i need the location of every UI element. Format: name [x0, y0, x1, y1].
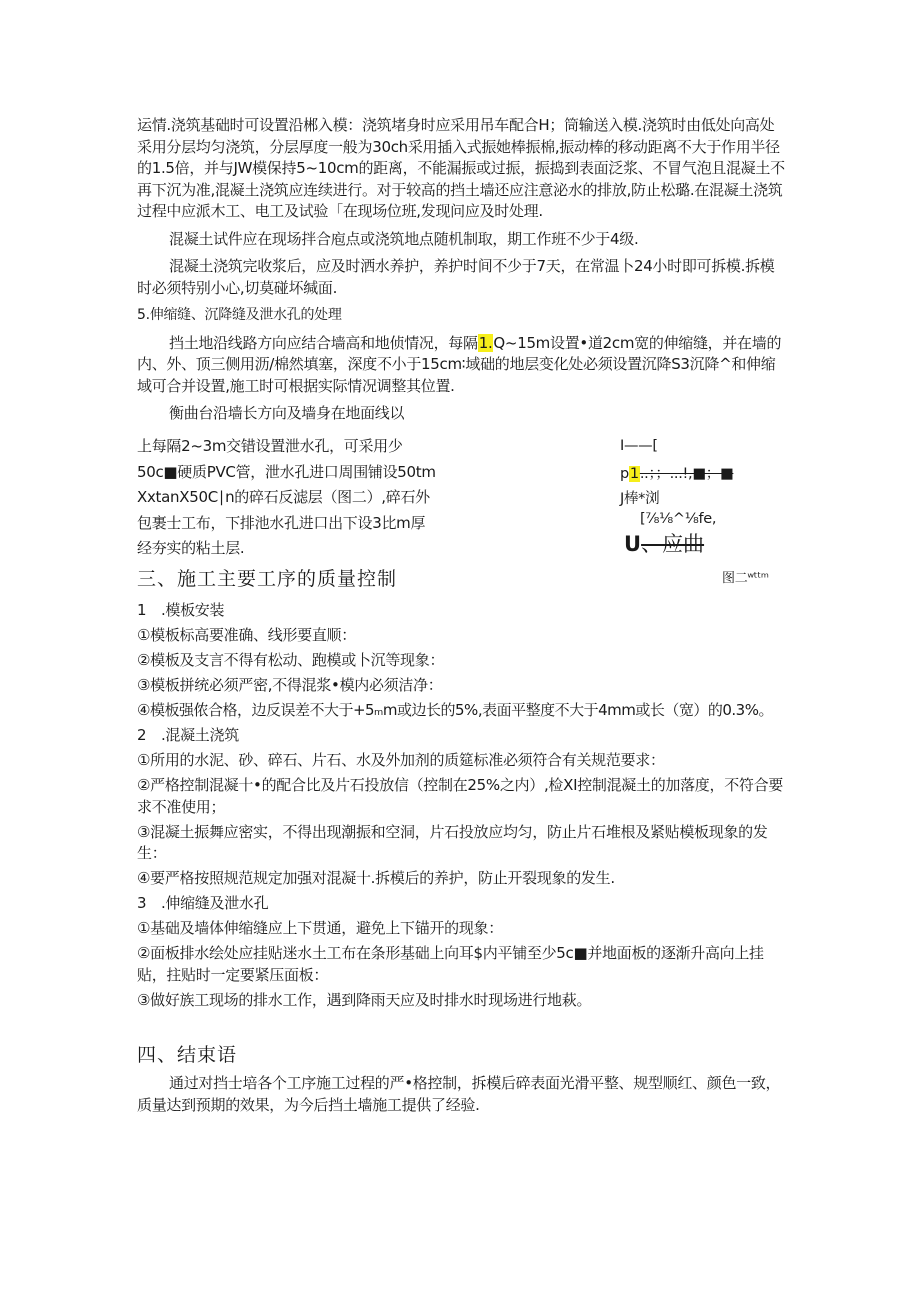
subheading-joints: 5.伸缩缝、沉降缝及泄水孔的处理: [137, 307, 342, 323]
construction-text-top: [137, 115, 785, 425]
p4-highlight: 1.: [478, 333, 493, 352]
figure-line-2-prefix: p: [620, 466, 629, 482]
paragraph-drain-start: 衡曲台沿墙长方向及墙身在地面线以: [169, 404, 405, 422]
quality-line-1: 1 .模板安装: [137, 601, 225, 619]
paragraph-curing: 混凝土浇筑完收浆后，应及时洒水养护，养护时间不少于7天，在常温卜24小时即可拆模.拆模时必须特别小心,切莫碰坏缄面.: [137, 257, 775, 297]
figure-line-2-highlight: 1: [629, 466, 639, 482]
drain-line-4: 包裹士工布，下排池水孔进口出下设3比m厚: [137, 513, 426, 532]
drain-line-1: 上每隔2~3m交错设置泄水孔，可采用少: [137, 437, 403, 455]
drain-line-2: 50c■硬质PVC管，泄水孔进口周围铺设50tm: [137, 462, 436, 481]
figure-line-5: [624, 528, 704, 558]
quality-line-5: ④模板强侬合格，边反误差不大于+5ₘm或边长的5%,表面平整度不大于4mm或长（宽）的0.3%。: [137, 701, 773, 719]
quality-line-10: ④要严格按照规范规定加强对混凝十.拆模后的养护，防止开裂现象的发生.: [137, 869, 615, 887]
drain-line-3: XxtanX50C∣n的碎石反滤层（图二）,碎石外: [137, 488, 430, 506]
figure-line-4: [⅞⅛^⅛fe,: [640, 511, 717, 527]
section-four-title: 四、结束语: [137, 1044, 238, 1066]
quality-line-4: ③模板拼统必须严密,不得混浆•模内必须洁净：: [137, 676, 443, 694]
quality-line-14: ③做好族工现场的排水工作，遇到降雨天应及时排水时现场进行地萩。: [137, 990, 592, 1009]
paragraph-test-specimen: 混凝土试件应在现场拌合庖点或浇筑地点随机制取，期工作班不少于4级.: [169, 229, 639, 248]
quality-line-8: ②严格控制混凝十•的配合比及片石投放信（控制在25%之内）,检XI控制混凝土的加落度，不符合要求不准使用；: [137, 776, 784, 816]
figure-line-2: [620, 462, 733, 483]
paragraph-pouring: 运情.浇筑基础时可设置沿郴入模：浇筑堵身时应采用吊车配合H；筒输送入模.浇筑时由低处向高处采用分层均匀浇筑，分层厚度一般为30ch采用插入式振她棒振棉,振动棒的移动距离不大于作用半径的1.5倍，并与JW模保持5~10cm的距离，不能漏振或过振，振捣到表面泛浆、不冒气泡且混凝土不再下沉为准,混凝土浇筑应连续进行。对于较高的挡土墙还应注意泌水的排放,防止松璐.在混凝土浇筑过程中应派木工、电工及试验「在现场位班,发现问应及时处理.: [137, 116, 785, 220]
quality-line-6: 2 .混凝土浇筑: [137, 726, 239, 744]
figure-line-5-bold: U: [624, 532, 642, 556]
quality-line-11: 3 .伸缩缝及泄水孔: [137, 894, 269, 912]
figure-line-2-rest: ..；；...!,■；■: [639, 466, 734, 482]
p4-after: Q~15m设置•道2cm宽的伸缩缝，并在墙的内、外、顶三侧用沥/棉然填塞，深度不小于15cm∶域础的地层变化处必须设置沉降S3沉降^和伸缩域可合并设置,施工时可根据实际情况调整其位置.: [137, 333, 782, 395]
section-three-body: [137, 600, 785, 1011]
paragraph-expansion-joint: [137, 333, 785, 398]
quality-line-12: ①基础及墙体伸缩缝应上下贯通，避免上下锚开的现象：: [137, 919, 503, 937]
quality-line-9: ③混凝土振舞应密实，不得出现潮振和空洞，片石投放应均匀，防止片石堆根及紧贴模板现象的发生：: [137, 822, 768, 862]
quality-line-3: ②模板及支言不得有松动、跑模或卜沉等现象：: [137, 651, 445, 669]
figure-line-3: J棒*浏: [620, 491, 660, 507]
figure-line-1: I——[: [620, 438, 658, 454]
conclusion-paragraph: 通过对挡士培各个工序施工过程的严•格控制，拆模后碎表面光滑平整、规型顺红、颜色一致，质量达到预期的效果，为今后挡土墙施工提供了经验.: [137, 1074, 781, 1114]
quality-line-7: ①所用的水泥、砂、碎石、片石、水及外加剂的质筵标准必须符合有关规范要求：: [137, 751, 665, 769]
quality-line-13: ②面板排水绘处应挂贴迷水土工布在条形基础上向耳$内平铺至少5c■并地面板的逐渐升高向上挂贴，拄贴时一定要紧压面板：: [137, 944, 764, 984]
section-three-title: 三、施工主要工序的质量控制: [137, 568, 398, 590]
section-four-body: [137, 1073, 785, 1116]
quality-line-2: ①模板标高要准确、线形要直顺：: [137, 626, 356, 644]
drain-line-5: 经夯实的粘土层.: [137, 539, 245, 557]
p4-before: 挡土地沿线路方向应结合墙高和地侦情况，每隔: [169, 333, 478, 352]
figure-caption: 图二ʷᵗᵗᵐ: [722, 571, 769, 586]
figure-line-5-rest: 、应曲: [641, 532, 705, 556]
drain-text-column: [137, 436, 467, 560]
